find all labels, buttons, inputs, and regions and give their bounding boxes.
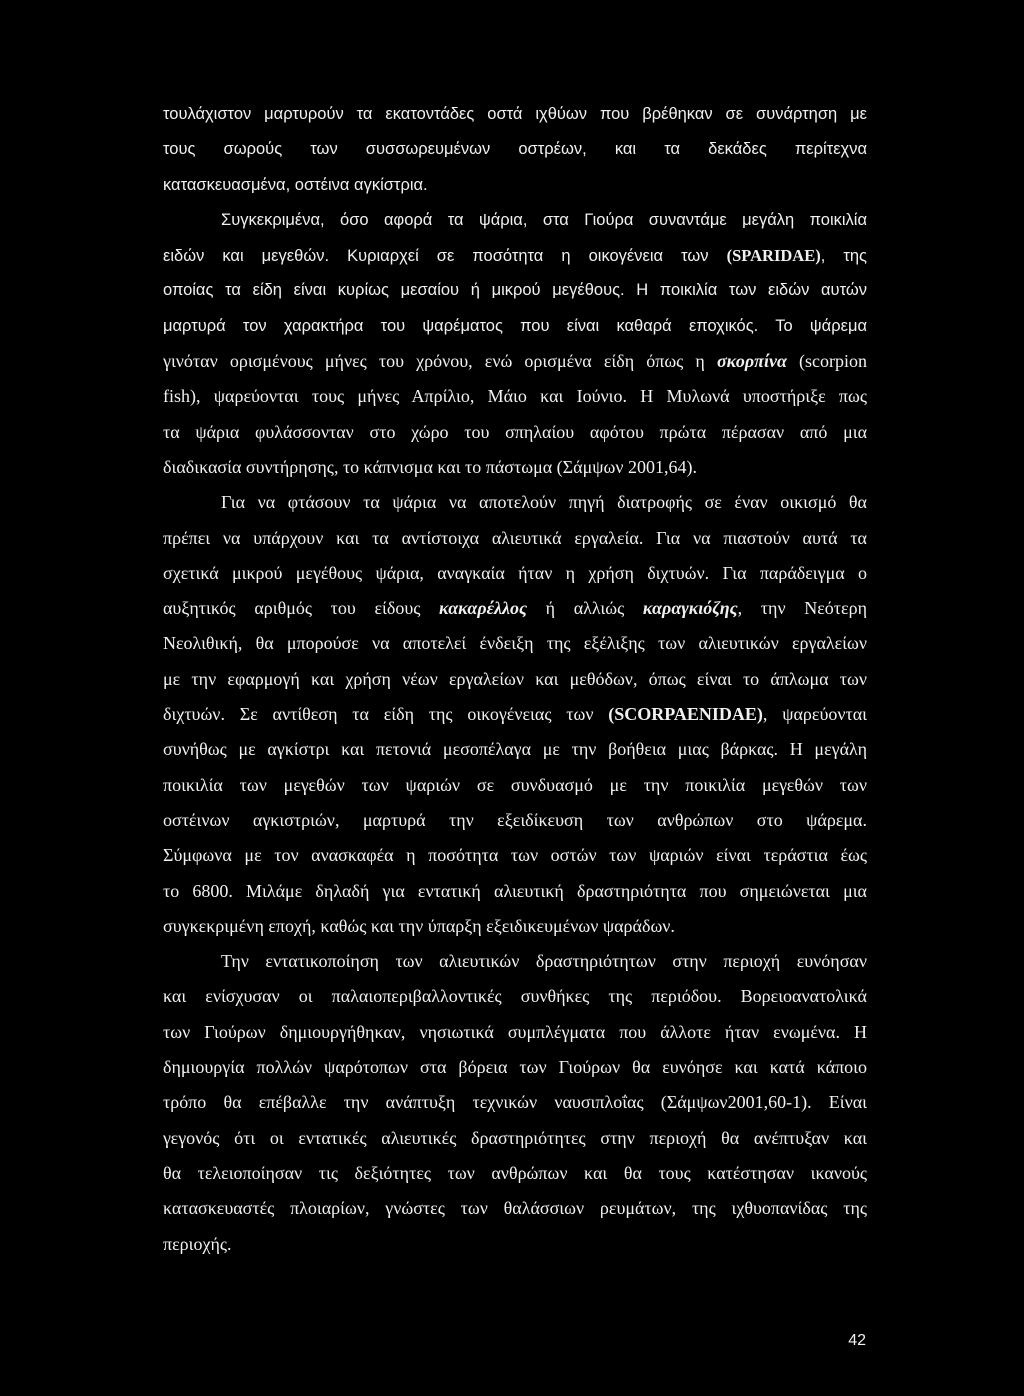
text-line: κατασκευασμένα, οστέινα αγκίστρια. (163, 175, 428, 194)
text-line (163, 591, 867, 626)
text-line: οποίας τα είδη είναι κυρίως μεσαίου ή μικρού μεγέθους. Η ποικιλία των ειδών αυτών (163, 281, 867, 300)
taxon-family-name: (SPARIDAE) (726, 246, 821, 266)
paragraph (163, 97, 867, 203)
paragraph (163, 485, 867, 944)
taxon-family-name: (SCORPAENIDAE) (608, 704, 763, 725)
text-line (163, 697, 867, 732)
paragraph (163, 944, 867, 1262)
text-line: δημιουργία πολλών ψαρότοπων στα βόρεια των Γιούρων θα ευνόησε και κατά κάποιο (163, 1057, 867, 1078)
text-line: κατασκευαστές πλοιαρίων, γνώστες των θαλάσσιων ρευμάτων, της ιχθυοπανίδας της (163, 1198, 867, 1219)
text-line: οστέινων αγκιστριών, μαρτυρά την εξειδίκευση των ανθρώπων στο ψάρεμα. (163, 809, 867, 830)
text-line: fish), ψαρεύονται τους μήνες Απρίλιο, Μάιο και Ιούνιο. Η Μυλωνά υποστήριξε πως (163, 386, 867, 407)
text-run: διχτυών. Σε αντίθεση τα είδη της οικογένειας των (163, 704, 609, 725)
text-run: ή αλλιώς (527, 598, 643, 619)
text-line: Για να φτάσουν τα ψάρια να αποτελούν πηγή διατροφής σε έναν οικισμό θα (221, 492, 867, 513)
text-line: Νεολιθική, θα μπορούσε να αποτελεί ένδειξη της εξέλιξης των αλιευτικών εργαλείων (163, 633, 867, 654)
fish-name: καραγκιόζης (642, 598, 738, 619)
text-line: και ενίσχυσαν οι παλαιοπεριβαλλοντικές συνθήκες της περιόδου. Βορειοανατολικά (163, 986, 867, 1007)
body-text (163, 97, 867, 1262)
text-run: (scorpion (786, 351, 867, 372)
text-line: ποικιλία των μεγεθών των ψαριών σε συνδυασμό με την ποικιλία μεγεθών των (163, 774, 867, 795)
text-line: Συγκεκριμένα, όσο αφορά τα ψάρια, στα Γιούρα συναντάμε μεγάλη ποικιλία (221, 210, 867, 229)
text-run: , την Νεότερη (737, 598, 867, 619)
text-line: τα ψάρια φυλάσσονταν στο χώρο του σπηλαίου αφότου πρώτα πέρασαν από μια (163, 421, 867, 442)
text-line: με την εφαρμογή και χρήση νέων εργαλείων και μεθόδων, όπως είναι το άπλωμα των (163, 668, 867, 689)
text-run: ειδών και μεγεθών. Κυριαρχεί σε ποσότητα η οικογένεια των (163, 247, 727, 266)
text-line: γεγονός ότι οι εντατικές αλιευτικές δραστηριότητες στην περιοχή θα ανέπτυξαν και (163, 1127, 867, 1148)
text-line: πρέπει να υπάρχουν και τα αντίστοιχα αλιευτικά εργαλεία. Για να πιαστούν αυτά τα (163, 527, 867, 548)
text-line: Την εντατικοποίηση των αλιευτικών δραστηριότητων στην περιοχή ευνόησαν (221, 951, 867, 972)
text-line: θα τελειοποίησαν τις δεξιότητες των ανθρώπων και θα τους κατέστησαν ικανούς (163, 1162, 867, 1183)
text-line: τους σωρούς των συσσωρευμένων οστρέων, και τα δεκάδες περίτεχνα (163, 140, 867, 159)
fish-name: σκορπίνα (716, 351, 787, 372)
text-line: συγκεκριμένη εποχή, καθώς και την ύπαρξη εξειδικευμένων ψαράδων. (163, 915, 675, 936)
page-number: 42 (848, 1332, 866, 1349)
text-line: σχετικά μικρού μεγέθους ψάρια, αναγκαία ήταν η χρήση διχτυών. Για παράδειγμα ο (163, 562, 867, 583)
fish-name: κακαρέλλος (439, 598, 527, 619)
text-line: μαρτυρά τον χαρακτήρα του ψαρέματος που είναι καθαρά εποχικός. Το ψάρεμα (163, 316, 867, 335)
text-run: , της (820, 247, 867, 266)
text-run: αυξητικός αριθμός του είδους (163, 598, 440, 619)
text-line (163, 238, 867, 273)
text-line (163, 344, 867, 379)
text-line: διαδικασία συντήρησης, το κάπνισμα και το πάστωμα (Σάμψων 2001,64). (163, 456, 697, 477)
text-line: τρόπο θα επέβαλλε την ανάπτυξη τεχνικών ναυσιπλοΐας (Σάμψων2001,60-1). Είναι (163, 1092, 867, 1113)
text-line: των Γιούρων δημιουργήθηκαν, νησιωτικά συμπλέγματα που άλλοτε ήταν ενωμένα. Η (163, 1021, 867, 1042)
paragraph (163, 203, 867, 485)
text-line: Σύμφωνα με τον ανασκαφέα η ποσότητα των οστών των ψαριών είναι τεράστια έως (163, 845, 867, 866)
text-run: γινόταν ορισμένους μήνες του χρόνου, ενώ ορισμένα είδη όπως η (163, 351, 717, 372)
text-run: , ψαρεύονται (762, 704, 867, 725)
text-line: συνήθως με αγκίστρι και πετονιά μεσοπέλαγα με την βοήθεια μιας βάρκας. Η μεγάλη (163, 739, 867, 760)
text-line: τουλάχιστον μαρτυρούν τα εκατοντάδες οστά ιχθύων που βρέθηκαν σε συνάρτηση με (163, 105, 867, 123)
text-line: περιοχής. (163, 1233, 232, 1254)
text-line: το 6800. Μιλάμε δηλαδή για εντατική αλιευτική δραστηριότητα που σημειώνεται μια (163, 880, 867, 901)
